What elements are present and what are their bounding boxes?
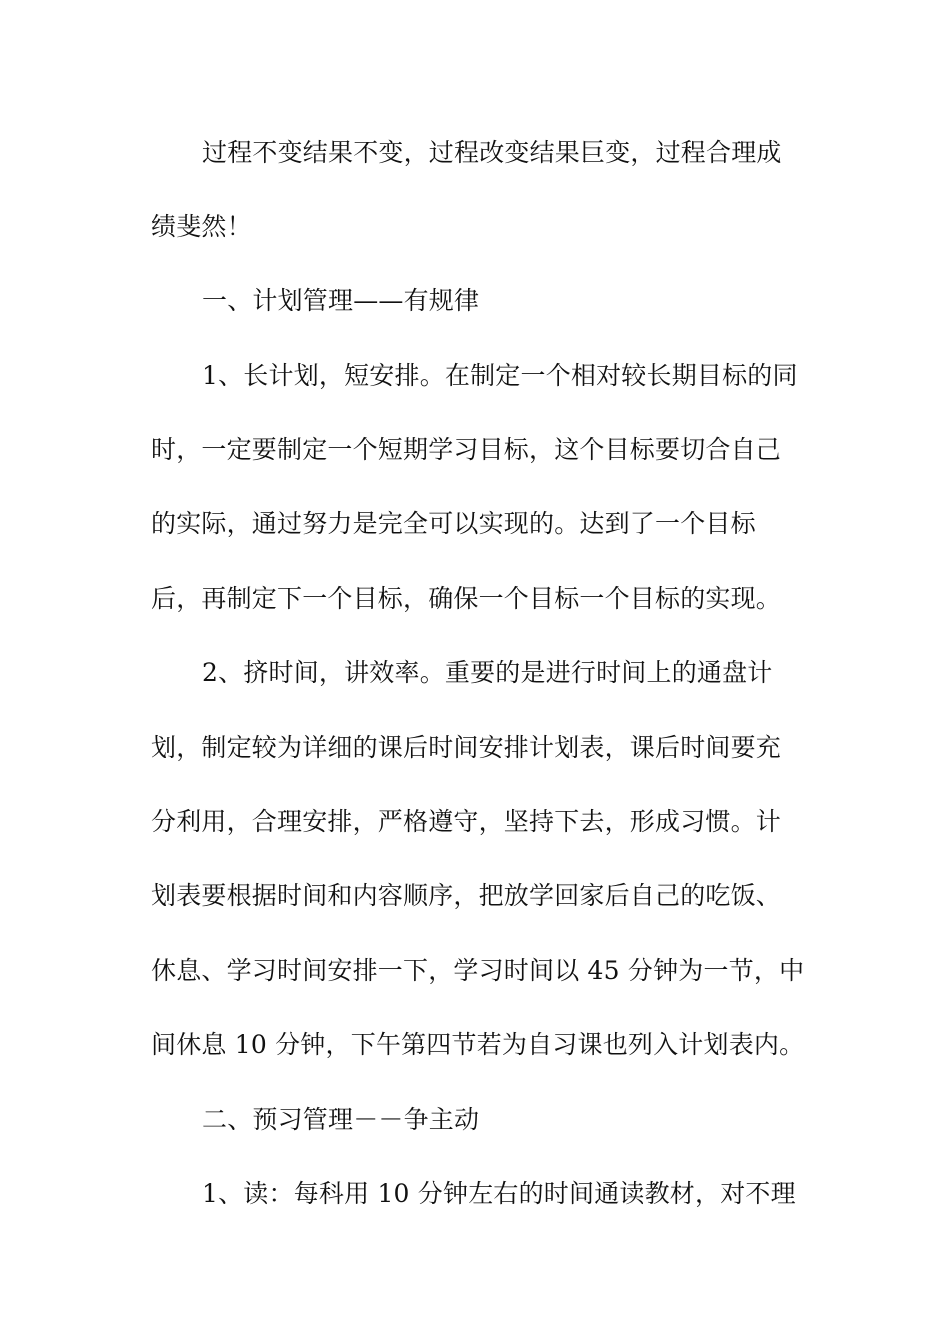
item-2-line-5: 休息、学习时间安排一下，学习时间以 45 分钟为一节，中 bbox=[151, 956, 805, 985]
section-heading-preview-management: 二、预习管理－－争主动 bbox=[202, 1105, 480, 1134]
item-2-line-4: 划表要根据时间和内容顺序，把放学回家后自己的吃饭、 bbox=[151, 881, 782, 910]
paragraph-intro-line-2: 绩斐然！ bbox=[151, 212, 252, 241]
section-heading-plan-management: 一、计划管理——有规律 bbox=[202, 286, 480, 315]
item-2-line-2: 划，制定较为详细的课后时间安排计划表，课后时间要充 bbox=[151, 733, 782, 762]
item-1-line-4: 后，再制定下一个目标，确保一个目标一个目标的实现。 bbox=[151, 584, 782, 613]
item-2-line-3: 分利用，合理安排，严格遵守，坚持下去，形成习惯。计 bbox=[151, 807, 782, 836]
item-1-line-1: 1、长计划，短安排。在制定一个相对较长期目标的同 bbox=[202, 361, 798, 390]
item-2-line-6: 间休息 10 分钟，下午第四节若为自习课也列入计划表内。 bbox=[151, 1030, 805, 1059]
paragraph-intro-line-1: 过程不变结果不变，过程改变结果巨变，过程合理成 bbox=[202, 138, 782, 167]
item-1-line-3: 的实际，通过努力是完全可以实现的。达到了一个目标 bbox=[151, 509, 756, 538]
item-1-line-2: 时，一定要制定一个短期学习目标，这个目标要切合自己 bbox=[151, 435, 782, 464]
preview-item-1-line-1: 1、读：每科用 10 分钟左右的时间通读教材，对不理 bbox=[202, 1179, 796, 1208]
item-2-line-1: 2、挤时间，讲效率。重要的是进行时间上的通盘计 bbox=[202, 658, 773, 687]
